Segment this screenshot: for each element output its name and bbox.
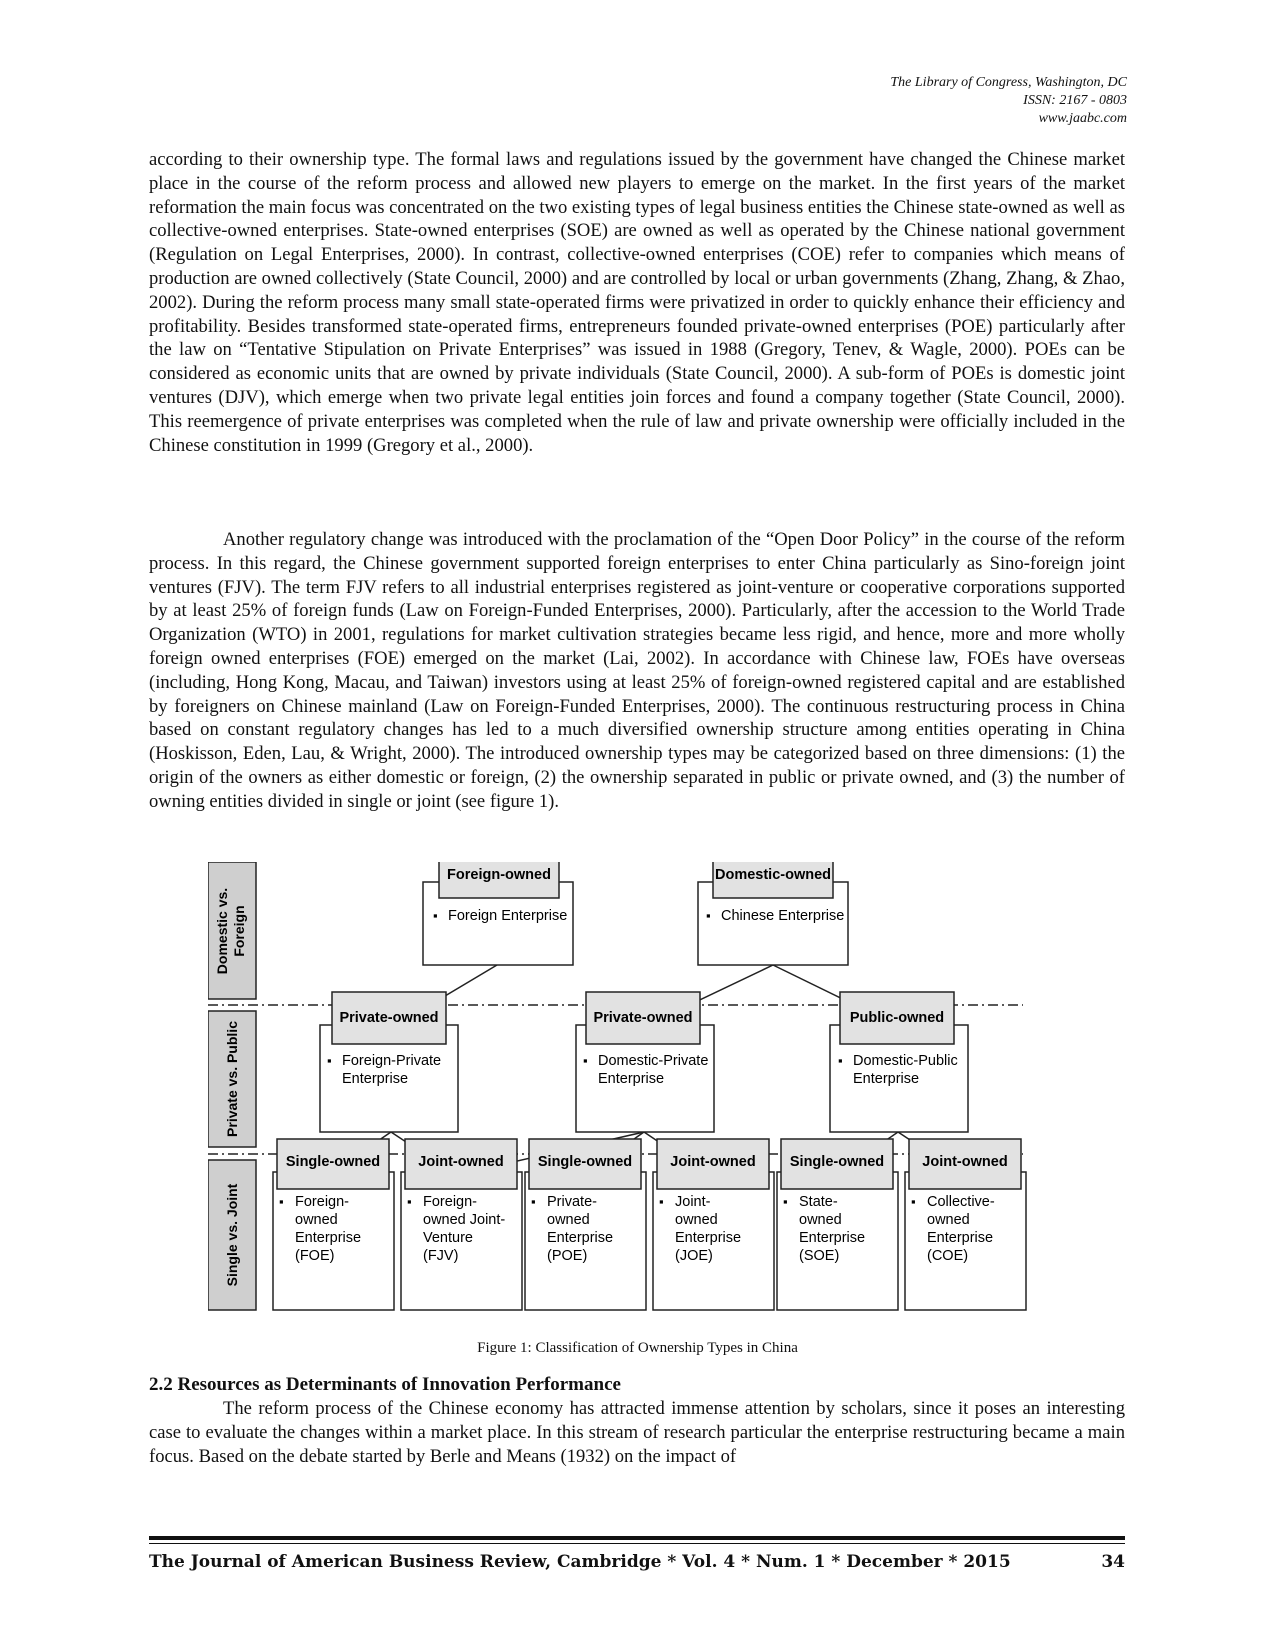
node-foreign-owned [423,862,573,965]
leaf-node-line: Venture [423,1230,473,1246]
bullet-icon: ▪ [433,908,438,923]
bullet-icon: ▪ [911,1194,916,1209]
node-title: Foreign-owned [447,867,551,883]
node-item: Domestic-Private [598,1053,709,1069]
leaf-node-line: Enterprise [295,1230,362,1246]
node-item: Foreign Enterprise [448,908,568,924]
leaf-node-line: Joint- [675,1194,711,1210]
header-website: www.jaabc.com [1038,111,1127,126]
paragraph-text: The reform process of the Chinese economy has attracted immense attention by scholars, since it poses an interesting case to evaluate the changes within a market place. In this stream of research particular the enterprise restructuring became a main focus. Based on the debate started by Berle and Means (1932) on the impact of [149,1398,1125,1467]
bullet-icon: ▪ [279,1194,284,1209]
leaf-node-line: owned [927,1212,970,1228]
leaf-node-line: owned [547,1212,590,1228]
leaf-node-line: Enterprise [799,1230,866,1246]
leaf-node-line: Foreign- [295,1194,349,1210]
node-foreign-private [320,992,458,1132]
footer-journal: The Journal of American Business Review, Cambridge * Vol. 4 * Num. 1 * December * 2015 [149,1552,1011,1572]
dimension-label-1b: Foreign [231,905,247,957]
page-number: 34 [1101,1552,1125,1572]
leaf-node-2 [401,1139,522,1310]
node-item: Enterprise [598,1071,665,1087]
leaf-node-line: Enterprise [675,1230,742,1246]
footer-rule [149,1536,1125,1540]
leaf-node-line: Enterprise [927,1230,994,1246]
bullet-icon: ▪ [407,1194,412,1209]
header-issn: ISSN: 2167 - 0803 [1023,93,1127,108]
dimension-label-3: Single vs. Joint [224,1183,240,1287]
leaf-node-line: owned [295,1212,338,1228]
leaf-node-3 [525,1139,646,1310]
section-heading: 2.2 Resources as Determinants of Innovation Performance [149,1374,621,1395]
leaf-node-5 [777,1139,898,1310]
leaf-node-title: Single-owned [537,1154,633,1170]
leaf-nodes [273,1139,1026,1310]
leaf-node-title: Joint-owned [418,1154,504,1170]
leaf-node-line: Private- [547,1194,597,1210]
figure-caption: Figure 1: Classification of Ownership Types in China [477,1340,798,1356]
leaf-node-line: Foreign- [423,1194,477,1210]
header-library: The Library of Congress, Washington, DC [890,75,1127,90]
node-title: Private-owned [339,1010,439,1026]
node-domestic-private [576,992,714,1132]
paragraph-text: according to their ownership type. The formal laws and regulations issued by the government have changed the Chinese market place in the course of the reform process and allowed new players to emerge on the market. In the first years of the market reformation the main focus was concentrated on the two existing types of legal business entities the Chinese state-owned as well as collective-owned enterprises. State-owned enterprises (SOE) are owned as well as operated by the Chinese national government (Regulation on Legal Enterprises, 2000). In contrast, collective-owned enterprises (COE) refer to companies which means of production are owned collectively (State Council, 2000) and are controlled by local or urban governments (Zhang, Zhang, & Zhao, 2002). During the reform process many small state-operated firms were privatized in order to quickly enhance their efficiency and profitability. Besides transformed state-operated firms, entrepreneurs founded private-owned enterprises (POE) particularly after the law on “Tentative Stipulation on Private Enterprises” was issued in 1988 (Gregory, Tenev, & Wagle, 2000). POEs can be considered as economic units that are owned by private individuals (State Council, 2000). A sub-form of POEs is domestic joint ventures (DJV), which emerge when two private legal entities join forces and found a company together (State Council, 2000). This reemergence of private enterprises was completed when the rule of law and private ownership were officially included in the Chinese constitution in 1999 (Gregory et al., 2000). [149,149,1125,456]
paragraph-ownership-types [149,148,1125,457]
ownership-diagram [208,862,1078,1340]
node-title: Public-owned [849,1010,945,1026]
leaf-node-line: (POE) [547,1248,588,1264]
bullet-icon: ▪ [583,1053,588,1068]
node-domestic-owned [698,862,848,965]
bullet-icon: ▪ [659,1194,664,1209]
node-item: Foreign-Private [342,1053,442,1069]
page-header [890,74,1127,128]
leaf-node-line: (FOE) [295,1248,335,1264]
dimension-label-1a: Domestic vs. [214,887,230,975]
leaf-node-line: (FJV) [423,1248,459,1264]
leaf-node-1 [273,1139,394,1310]
leaf-node-title: Joint-owned [670,1154,756,1170]
leaf-node-line: owned [675,1212,718,1228]
node-title: Domestic-owned [714,867,832,883]
node-item: Domestic-Public [853,1053,958,1069]
leaf-node-line: owned [799,1212,842,1228]
node-item: Enterprise [342,1071,409,1087]
leaf-node-line: owned Joint- [423,1212,506,1228]
leaf-node-line: (SOE) [799,1248,840,1264]
footer-rule-thin [149,1543,1125,1544]
bullet-icon: ▪ [706,908,711,923]
paragraph-reform-process [149,1397,1125,1468]
node-item: Enterprise [853,1071,920,1087]
node-domestic-public [830,992,968,1132]
bullet-icon: ▪ [838,1053,843,1068]
node-item: Chinese Enterprise [721,908,845,924]
leaf-node-title: Single-owned [789,1154,885,1170]
leaf-node-4 [653,1139,774,1310]
leaf-node-6 [905,1139,1026,1310]
paragraph-open-door-policy [149,528,1125,814]
node-title: Private-owned [593,1010,693,1026]
leaf-node-line: (JOE) [675,1248,713,1264]
leaf-node-line: State- [799,1194,838,1210]
bullet-icon: ▪ [783,1194,788,1209]
leaf-node-title: Single-owned [285,1154,381,1170]
leaf-node-line: (COE) [927,1248,969,1264]
dimension-label-2: Private vs. Public [224,1021,240,1137]
paragraph-text: Another regulatory change was introduced with the proclamation of the “Open Door Policy” in the course of the reform process. In this regard, the Chinese government supported foreign enterprises to enter China particularly as Sino-foreign joint ventures (FJV). The term FJV refers to all industrial enterprises registered as joint-venture or cooperative corporations supported by at least 25% of foreign funds (Law on Foreign-Funded Enterprises, 2000). Particularly, after the accession to the World Trade Organization (WTO) in 2001, regulations for market cultivation strategies became less rigid, and hence, more and more wholly foreign owned enterprises (FOE) emerged on the market (Lai, 2002). In accordance with Chinese law, FOEs have overseas (including, Hong Kong, Macau, and Taiwan) investors using at least 25% of foreign-owned registered capital and are established by foreigners on Chinese mainland (Law on Foreign-Funded Enterprises, 2000). The continuous restructuring process in China based on constant regulatory changes has led to a much diversified ownership structure among entities operating in China (Hoskisson, Eden, Lau, & Wright, 2000). The introduced ownership types may be categorized based on three dimensions: (1) the origin of the owners as either domestic or foreign, (2) the ownership separated in public or private owned, and (3) the number of owning entities divided in single or joint (see figure 1). [149,529,1125,812]
leaf-node-title: Joint-owned [922,1154,1008,1170]
leaf-node-line: Collective- [927,1194,995,1210]
bullet-icon: ▪ [327,1053,332,1068]
bullet-icon: ▪ [531,1194,536,1209]
ownership-classification-figure [208,862,1078,1340]
leaf-node-line: Enterprise [547,1230,614,1246]
